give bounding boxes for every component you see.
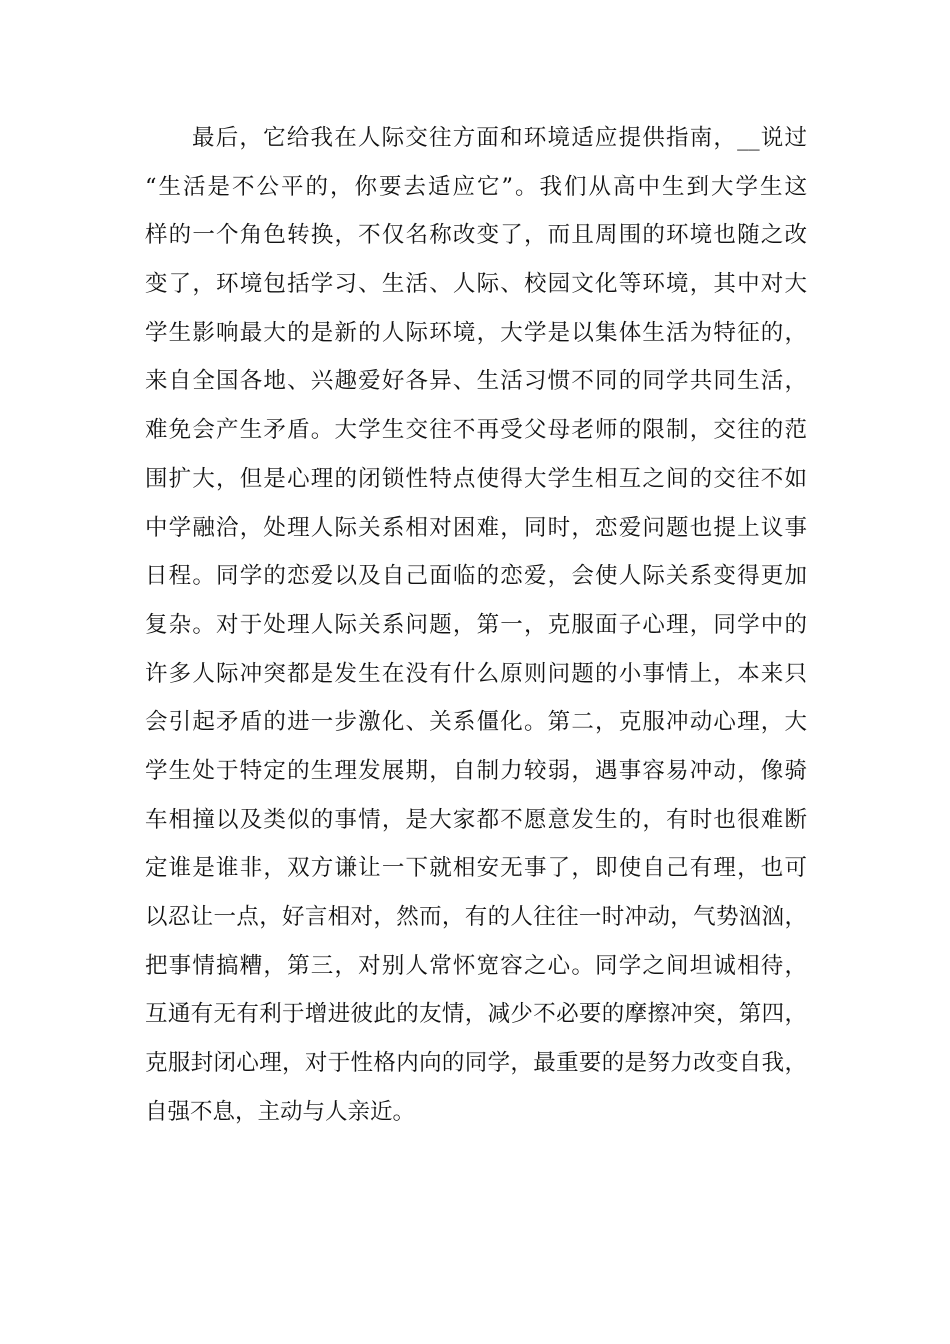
paragraph-line: 定谁是谁非，双方谦让一下就相安无事了，即使自己有理，也可 bbox=[145, 855, 807, 882]
paragraph-line: 许多人际冲突都是发生在没有什么原则问题的小事情上，本来只 bbox=[145, 660, 807, 687]
paragraph-line: 学生影响最大的是新的人际环境，大学是以集体生活为特征的， bbox=[145, 319, 807, 346]
paragraph-line: 来自全国各地、兴趣爱好各异、生活习惯不同的同学共同生活， bbox=[145, 368, 807, 395]
paragraph-line: 以忍让一点，好言相对，然而，有的人往往一时冲动，气势汹汹， bbox=[145, 904, 807, 930]
paragraph-line: 把事情搞糟，第三，对别人常怀宽容之心。同学之间坦诚相待， bbox=[145, 952, 807, 979]
paragraph-line: 复杂。对于处理人际关系问题，第一，克服面子心理，同学中的 bbox=[145, 611, 807, 638]
paragraph-line: 变了，环境包括学习、生活、人际、校园文化等环境，其中对大 bbox=[145, 271, 807, 298]
paragraph-line: “生活是不公平的，你要去适应它”。我们从高中生到大学生这 bbox=[145, 173, 807, 200]
paragraph-line: 会引起矛盾的进一步激化、关系僵化。第二，克服冲动心理，大 bbox=[145, 709, 807, 736]
paragraph-line: 互通有无有利于增进彼此的友情，减少不必要的摩擦冲突，第四， bbox=[145, 1001, 807, 1028]
paragraph-line: 克服封闭心理，对于性格内向的同学，最重要的是努力改变自我， bbox=[145, 1050, 807, 1077]
paragraph-line: 车相撞以及类似的事情，是大家都不愿意发生的，有时也很难断 bbox=[145, 806, 807, 833]
paragraph-line: 围扩大，但是心理的闭锁性特点使得大学生相互之间的交往不如 bbox=[145, 465, 807, 492]
paragraph-line: 最后，它给我在人际交往方面和环境适应提供指南，__说过 bbox=[192, 125, 807, 151]
paragraph-line: 学生处于特定的生理发展期，自制力较弱，遇事容易冲动，像骑 bbox=[145, 757, 807, 784]
paragraph-line: 日程。同学的恋爱以及自己面临的恋爱，会使人际关系变得更加 bbox=[145, 563, 807, 590]
paragraph-line: 样的一个角色转换，不仅名称改变了，而且周围的环境也随之改 bbox=[145, 222, 807, 249]
paragraph-line: 中学融洽，处理人际关系相对困难，同时，恋爱问题也提上议事 bbox=[145, 514, 807, 541]
paragraph-line: 自强不息，主动与人亲近。 bbox=[145, 1098, 416, 1125]
body-paragraph bbox=[145, 114, 807, 1136]
paragraph-line: 难免会产生矛盾。大学生交往不再受父母老师的限制，交往的范 bbox=[145, 417, 807, 444]
